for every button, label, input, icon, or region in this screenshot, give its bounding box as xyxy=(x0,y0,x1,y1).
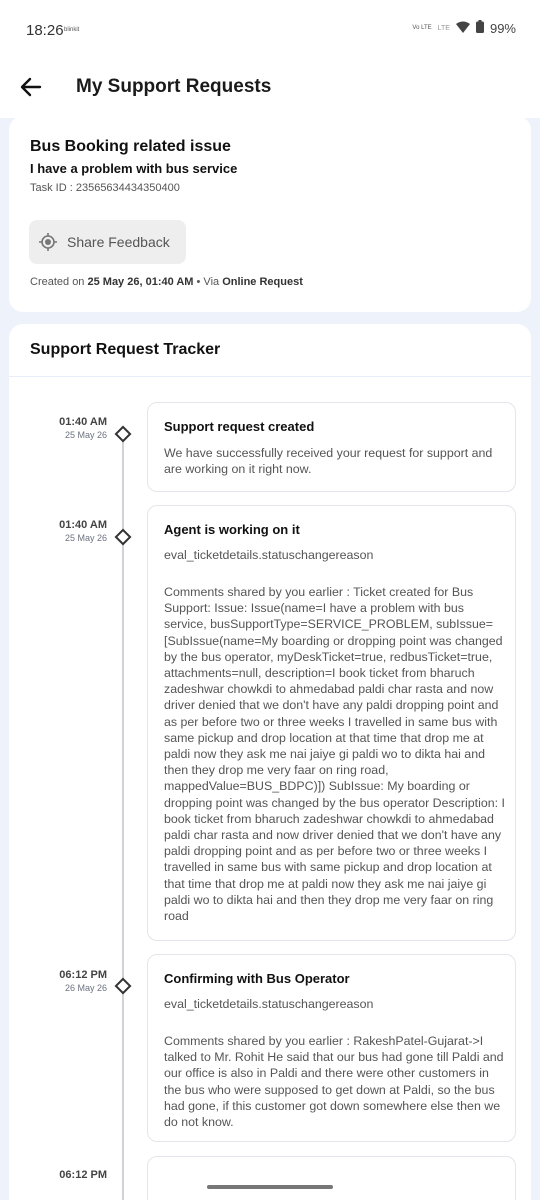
page-title: My Support Requests xyxy=(76,76,272,97)
event-title: Confirming with Bus Operator xyxy=(164,971,350,986)
event-date: 26 May 26 xyxy=(64,983,107,993)
created-info xyxy=(30,276,303,288)
via-channel: Online Request xyxy=(222,276,303,288)
event-description: We have successfully received your request for support and are working on it right now. xyxy=(164,446,493,477)
battery-icon xyxy=(476,20,484,36)
wifi-icon xyxy=(456,21,470,36)
created-date: 25 May 26, 01:40 AM xyxy=(87,276,194,288)
back-button[interactable] xyxy=(18,74,44,100)
status-carrier: blinkit xyxy=(64,27,80,33)
event-card xyxy=(147,402,516,492)
event-time: 01:40 AM xyxy=(59,519,107,531)
ticket-title: Bus Booking related issue xyxy=(30,138,231,155)
created-prefix: Created on xyxy=(30,276,88,288)
network-type: Vo LTE xyxy=(412,24,432,31)
event-card xyxy=(147,954,516,1142)
status-bar xyxy=(0,0,540,60)
timeline-diamond-icon xyxy=(115,426,132,443)
app-header xyxy=(0,60,540,118)
event-comment: Comments shared by you earlier : RakeshPatel-Gujarat->I talked to Mr. Rohit He said that our bus had gone till Paldi and our office is also in Paldi and there were other customers in the bus who were supposed to get down at Paldi, so the bus had gone, if this customer got down somewhere else then we do not know. xyxy=(164,1034,504,1130)
support-tracker-card xyxy=(9,324,531,1200)
ticket-subtitle: I have a problem with bus service xyxy=(30,161,238,176)
status-indicators xyxy=(412,20,516,36)
status-time: 18:26 xyxy=(26,22,64,39)
event-time: 06:12 PM xyxy=(59,969,107,981)
ticket-summary-card xyxy=(9,116,531,312)
event-title: Agent is working on it xyxy=(164,522,300,537)
event-status-reason: eval_ticketdetails.statuschangereason xyxy=(164,548,374,562)
event-card xyxy=(147,505,516,941)
network-type-secondary: LTE xyxy=(437,24,450,32)
event-date: 25 May 26 xyxy=(64,430,107,440)
event-comment: Comments shared by you earlier : Ticket created for Bus Support: Issue: Issue(name=I have a problem with bus service, busSupportType=SERVICE_PROBLEM, subIssue=[SubIssue(name=My boarding or dropping point was changed by the bus operator, myDeskTicket=true, redbusTicket=true, attachments=null, description=I book ticket from bharuch zadeshwar chowkdi to ahmedabad paldi char rasta and now driver denied that we don't have any paldi dropping point and as per before two or three weeks I travelled in same bus with same pickup and drop location at that time that drop me at paldi now they ask me nai jaiye gi paldi wo to dikta hai and then they drop me very faar on ring road, mappedValue=BUS_BDPC)]) SubIssue: My boarding or dropping point was changed by the bus operator Description: I book ticket from bharuch zadeshwar chowkdi to ahmedabad paldi char rasta and now driver denied that we don't have any paldi dropping point and as per before two or three weeks I travelled in same bus with same pickup and drop location at that time that drop me at paldi now they ask me nai jaiye gi paldi wo to dikta hai and then they drop me very faar on ring road xyxy=(164,585,505,924)
back-arrow-icon xyxy=(18,74,44,100)
share-feedback-button[interactable] xyxy=(29,220,186,264)
battery-level: 99% xyxy=(489,20,516,36)
tracker-title: Support Request Tracker xyxy=(30,341,221,358)
timeline-diamond-icon xyxy=(115,978,132,995)
timeline-diamond-icon xyxy=(115,529,132,546)
event-card xyxy=(147,1156,516,1200)
share-feedback-label: Share Feedback xyxy=(67,234,170,250)
tracker-divider xyxy=(9,376,531,377)
ticket-task-id: Task ID : 23565634434350400 xyxy=(30,182,180,194)
timeline-line xyxy=(122,436,124,1200)
event-title: Support request created xyxy=(164,419,315,434)
event-time: 01:40 AM xyxy=(59,416,107,428)
event-status-reason: eval_ticketdetails.statuschangereason xyxy=(164,997,374,1011)
event-time: 06:12 PM xyxy=(59,1169,107,1181)
home-indicator[interactable] xyxy=(207,1185,333,1189)
event-date: 25 May 26 xyxy=(64,533,107,543)
target-icon xyxy=(38,232,58,252)
via-prefix: • Via xyxy=(193,276,223,288)
